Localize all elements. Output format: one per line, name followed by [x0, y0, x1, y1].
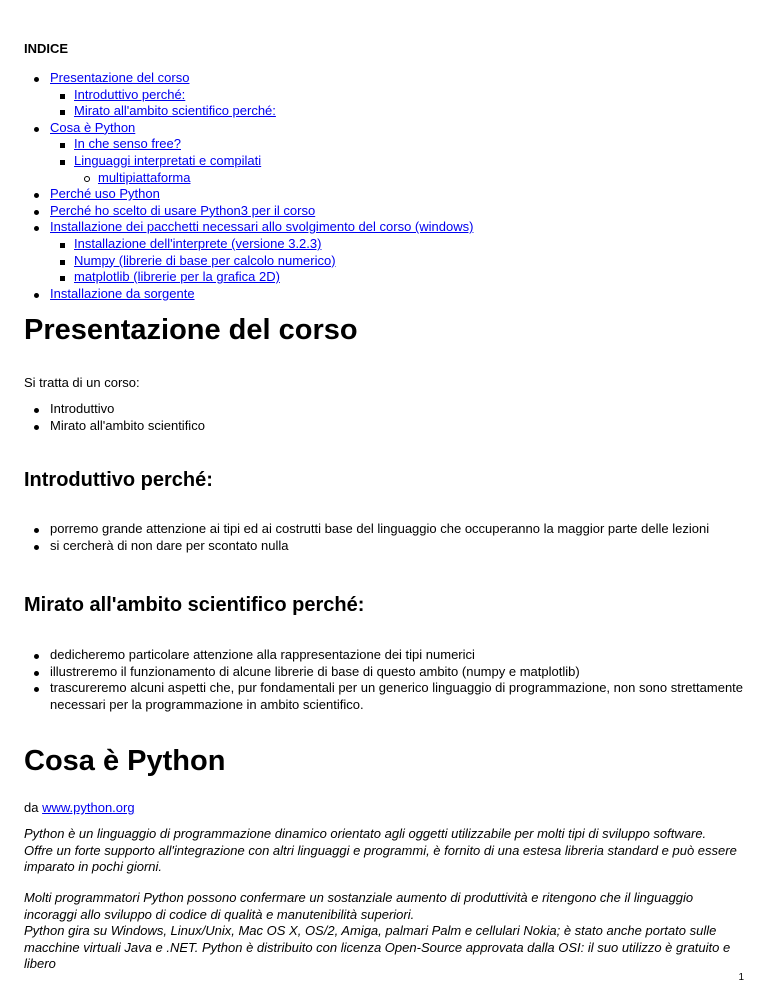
bullet-icon: [34, 425, 39, 430]
toc-item: [24, 253, 473, 270]
table-of-contents: [24, 70, 473, 302]
toc-item: [24, 236, 473, 253]
toc-link[interactable]: In che senso free?: [74, 136, 181, 152]
python-org-link[interactable]: www.python.org: [42, 800, 135, 815]
bullet-icon: [34, 408, 39, 413]
bullet-icon: [34, 687, 39, 692]
bullet-icon: [34, 210, 39, 215]
list-item: [24, 680, 746, 713]
toc-item: [24, 87, 473, 104]
list-item-text: si cercherà di non dare per scontato nulla: [50, 537, 289, 553]
bullet-icon: [34, 545, 39, 550]
toc-link[interactable]: Installazione dell'interprete (versione 3.2.3): [74, 235, 322, 251]
list-item: [24, 521, 746, 538]
toc-link[interactable]: Mirato all'ambito scientifico perché:: [74, 103, 276, 119]
list-item-text: trascureremo alcuni aspetti che, pur fondamentali per un generico linguaggio di programmazione, non sono strettamente necessari per la programmazione in ambito scientifico.: [50, 680, 744, 712]
mirato-list: [24, 647, 746, 713]
toc-item: [24, 286, 473, 303]
list-item: [24, 647, 746, 664]
square-bullet-icon: [60, 110, 65, 115]
toc-item: [24, 120, 473, 137]
course-type-list: [24, 401, 746, 434]
toc-item: [24, 219, 473, 236]
toc-link[interactable]: Numpy (librerie di base per calcolo numerico): [74, 252, 336, 268]
source-line: [24, 800, 135, 815]
toc-link[interactable]: Linguaggi interpretati e compilati: [74, 152, 262, 168]
square-bullet-icon: [60, 243, 65, 248]
square-bullet-icon: [60, 260, 65, 265]
source-prefix: da: [24, 800, 43, 815]
introduttivo-list: [24, 521, 746, 554]
python-description-paragraph-1: [24, 826, 746, 876]
bullet-icon: [34, 528, 39, 533]
list-item-text: Mirato all'ambito scientifico: [50, 417, 205, 433]
toc-link[interactable]: Perché uso Python: [50, 186, 160, 202]
toc-link[interactable]: multipiattaforma: [98, 169, 191, 185]
list-item: [24, 664, 746, 681]
section-heading-introduttivo: Introduttivo perché:: [24, 469, 213, 491]
quote-line: Molti programmatori Python possono confermare un sostanziale aumento di produttività e ritengono che il linguaggio incoraggi allo sviluppo di codice di qualità e manutenibilità superiori.: [24, 890, 694, 922]
square-bullet-icon: [60, 143, 65, 148]
quote-line: Offre un forte supporto all'integrazione con altri linguaggi e programmi, è fornito di una estesa libreria standard e può essere imparato in pochi giorni.: [24, 842, 737, 875]
bullet-icon: [34, 77, 39, 82]
section-heading-cosa-e-python: Cosa è Python: [24, 745, 226, 777]
bullet-icon: [34, 293, 39, 298]
list-item: [24, 401, 746, 418]
toc-link[interactable]: Presentazione del corso: [50, 70, 190, 85]
toc-item: [24, 70, 473, 87]
list-item: [24, 418, 746, 435]
bullet-icon: [34, 671, 39, 676]
list-item-text: illustreremo il funzionamento di alcune librerie di base di questo ambito (numpy e matplotlib): [50, 663, 580, 679]
toc-item: [24, 153, 473, 170]
bullet-icon: [34, 654, 39, 659]
toc-item: [24, 186, 473, 203]
bullet-icon: [34, 127, 39, 132]
toc-item: [24, 170, 473, 187]
page-number: 1: [738, 972, 744, 983]
circle-bullet-icon: [84, 176, 90, 182]
section-intro: Si tratta di un corso:: [24, 375, 140, 390]
list-item-text: Introduttivo: [50, 401, 115, 416]
toc-link[interactable]: Introduttivo perché:: [74, 86, 186, 102]
toc-link[interactable]: Cosa è Python: [50, 119, 136, 135]
list-item-text: dedicheremo particolare attenzione alla rappresentazione dei tipi numerici: [50, 647, 475, 662]
bullet-icon: [34, 226, 39, 231]
section-heading-presentazione: Presentazione del corso: [24, 314, 358, 346]
python-description-paragraph-2: [24, 890, 746, 973]
toc-link[interactable]: Installazione da sorgente: [50, 285, 195, 301]
section-heading-mirato: Mirato all'ambito scientifico perché:: [24, 594, 365, 616]
toc-item: [24, 136, 473, 153]
quote-line: Python gira su Windows, Linux/Unix, Mac OS X, OS/2, Amiga, palmari Palm e cellulari Nokia; è stato anche portato sulle macchine virtuali Java e .NET. Python è distribuito con licenza Open-Source approvata dalla OSI: il suo utilizzo è gratuito e libero: [24, 923, 731, 972]
square-bullet-icon: [60, 160, 65, 165]
list-item-text: porremo grande attenzione ai tipi ed ai costrutti base del linguaggio che occuperanno la maggior parte delle lezioni: [50, 521, 710, 536]
toc-link[interactable]: matplotlib (librerie per la grafica 2D): [74, 269, 280, 285]
index-title: INDICE: [24, 41, 69, 56]
square-bullet-icon: [60, 94, 65, 99]
toc-item: [24, 203, 473, 220]
square-bullet-icon: [60, 276, 65, 281]
list-item: [24, 538, 746, 555]
quote-line: Python è un linguaggio di programmazione dinamico orientato agli oggetti utilizzabile per molti tipi di sviluppo software.: [24, 826, 707, 841]
toc-link[interactable]: Installazione dei pacchetti necessari allo svolgimento del corso (windows): [50, 219, 474, 235]
toc-link[interactable]: Perché ho scelto di usare Python3 per il corso: [50, 202, 316, 218]
toc-item: [24, 103, 473, 120]
toc-item: [24, 269, 473, 286]
bullet-icon: [34, 193, 39, 198]
